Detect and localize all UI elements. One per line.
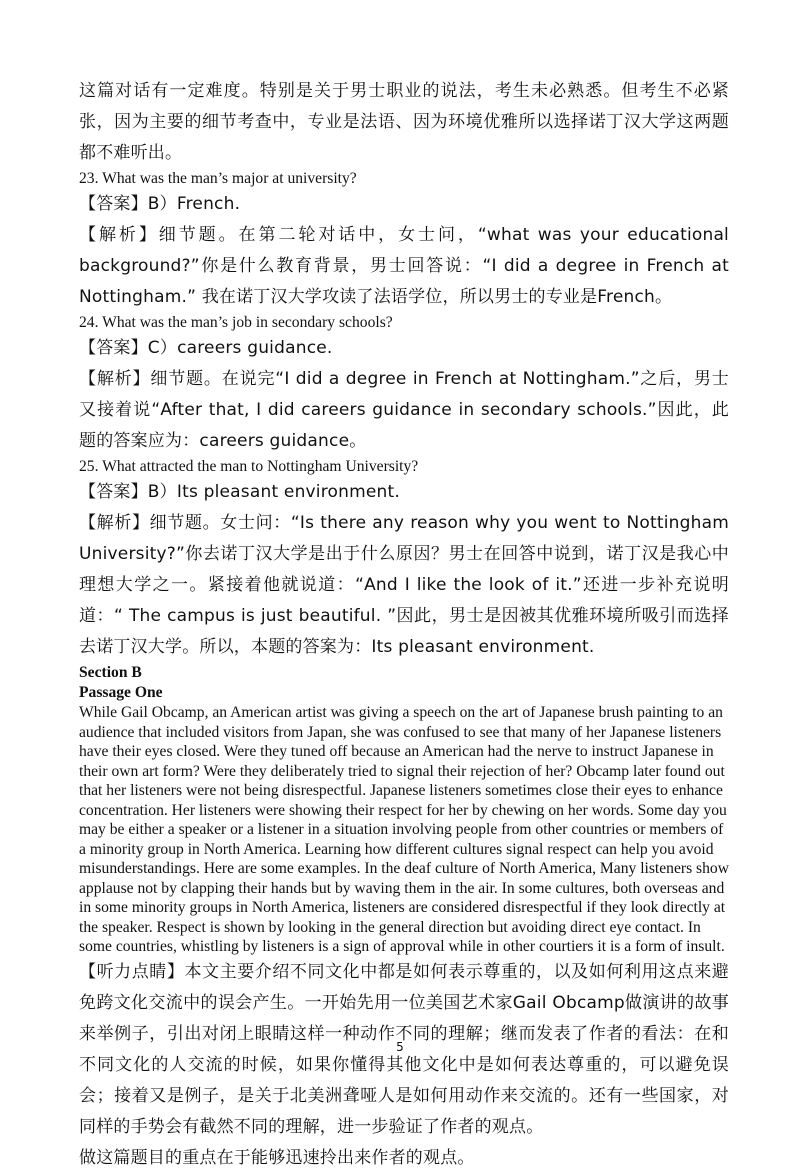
closing-note: 做这篇题目的重点在于能够迅速拎出来作者的观点。: [79, 1147, 475, 1168]
answer-23: 【答案】B）French.: [79, 194, 241, 214]
answer-24: 【答案】C）careers guidance.: [79, 338, 333, 358]
question-25: 25. What attracted the man to Nottingham University?: [79, 458, 419, 475]
question-23: 23. What was the man’s major at university?: [79, 170, 357, 187]
passage-text: While Gail Obcamp, an American artist was giving a speech on the art of Japanese brush painting to an audience that included visitors from Japan, she was confused to see that many of her Japanese listeners have their eyes closed. Were they tuned off because an American had the nerve to instruct Japanese in their own art form? Were they deliberately tried to signal their rejection of her? Obcamp later found out that her listeners were not being disrespectful. Japanese listeners sometimes close their eyes to enhance concentration. Her listeners were showing their respect for her by chewing on her words. Some day you may be either a speaker or a listener in a situation involving people from other countries or members of a minority group in North America. Learning how different cultures signal respect can help you avoid misunderstandings. Here are some examples. In the deaf culture of North America, Many listeners show applause not by clapping their hands but by waving them in the air. In some cultures, both overseas and in some minority groups in North America, listeners are considered disrespectful if they look directly at the speaker. Respect is shown by looking in the general direction but avoiding direct eye contact. In some countries, whistling by listeners is a sign of approval while in other courtiers it is a form of insult.: [79, 704, 729, 955]
analysis-25: 【解析】细节题。女士问：“Is there any reason why you went to Nottingham University?”你去诺丁汉大学是出于什么原因？男士在回答中说到，诺丁汉是我心中理想大学之一。紧接着他就说道：“And I like the look of it.”还进一步补充说明道：“ The campus is just beautiful. ”因此，男士是因被其优雅环境所吸引而选择去诺丁汉大学。所以，本题的答案为：Its pleasant environment.: [79, 513, 729, 657]
intro-paragraph: 这篇对话有一定难度。特别是关于男士职业的说法，考生未必熟悉。但考生不必紧张，因为主要的细节考查中，专业是法语、因为环境优雅所以选择诺丁汉大学这两题都不难听出。: [79, 81, 729, 163]
analysis-24: 【解析】细节题。在说完“I did a degree in French at Nottingham.”之后，男士又接着说“After that, I did careers guidance in secondary schools.”因此，此题的答案应为：careers guidance。: [79, 369, 729, 451]
document-page: [79, 76, 729, 1174]
analysis-23: 【解析】细节题。在第二轮对话中，女士问，“what was your educational background?”你是什么教育背景，男士回答说：“I did a degree in French at Nottingham.” 我在诺丁汉大学攻读了法语学位，所以男士的专业是French。: [79, 225, 729, 307]
answer-25: 【答案】B）Its pleasant environment.: [79, 482, 400, 502]
section-heading: Section B: [79, 664, 142, 681]
focus-note: 【听力点睛】本文主要介绍不同文化中都是如何表示尊重的，以及如何利用这点来避免跨文化交流中的误会产生。一开始先用一位美国艺术家Gail Obcamp做演讲的故事来举例子，引出对闭上眼睛这样一种动作不同的理解；继而发表了作者的看法：在和不同文化的人交流的时候，如果你懂得其他文化中是如何表达尊重的，可以避免误会；接着又是例子，是关于北美洲聋哑人是如何用动作来交流的。还有一些国家，对同样的手势会有截然不同的理解，进一步验证了作者的观点。: [79, 961, 729, 1137]
page-number: 5: [396, 1040, 404, 1054]
passage-heading: Passage One: [79, 684, 163, 701]
question-24: 24. What was the man’s job in secondary schools?: [79, 314, 393, 331]
